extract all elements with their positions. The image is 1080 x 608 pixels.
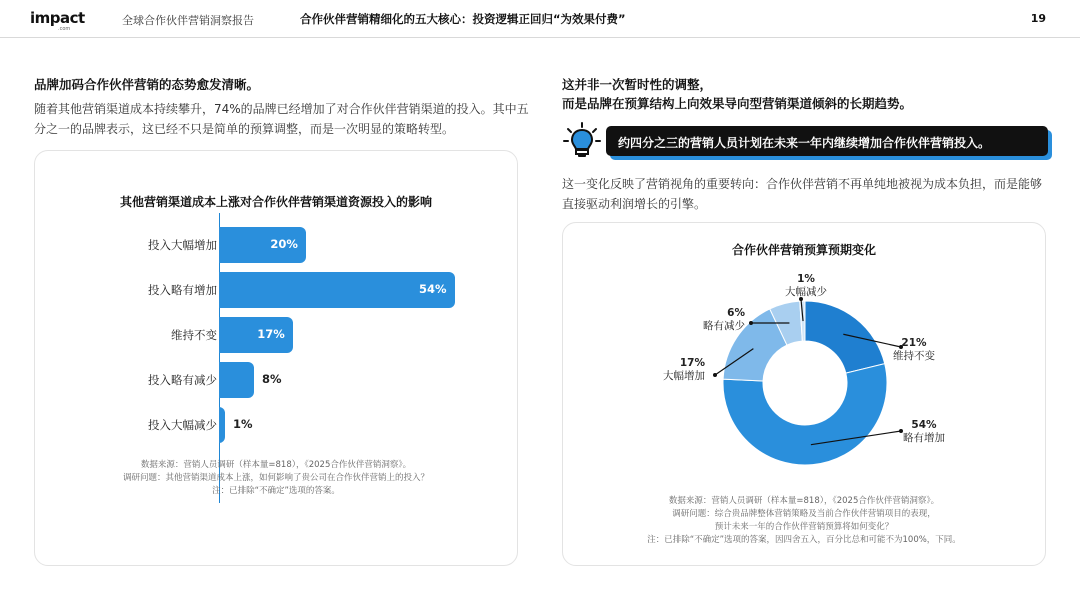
donut-chart-notes [563, 495, 1045, 547]
donut-slice-label [785, 273, 827, 299]
donut-slice-category: 维持不变 [893, 350, 935, 362]
donut-slice-label [663, 357, 705, 383]
donut-slice-category: 大幅减少 [785, 286, 827, 298]
donut-chart-note: 注：已排除“不确定”选项的答案，因四舍五入，百分比总和可能不为100%，下同。 [647, 535, 961, 545]
donut-chart-question: 调研问题：综合贵品牌整体营销策略及当前合作伙伴营销项目的表现， [672, 509, 936, 519]
section-title: 合作伙伴营销精细化的五大核心：投资逻辑正回归“为效果付费” [300, 12, 626, 26]
bar-category-label: 维持不变 [171, 328, 217, 342]
bar-chart-note: 注：已排除“不确定”选项的答案。 [212, 486, 340, 496]
donut-slice-label [703, 307, 745, 333]
bar-value-label: 1% [233, 417, 253, 431]
donut-slice-category: 略有增加 [903, 432, 945, 444]
bar-chart-title: 其他营销渠道成本上涨对合作伙伴营销渠道资源投入的影响 [119, 195, 432, 209]
right-heading-line1: 这并非一次暂时性的调整， [562, 77, 713, 92]
bar-row [35, 317, 517, 353]
right-body-text: 这一变化反映了营销视角的重要转向：合作伙伴营销不再单纯地被视为成本负担，而是能够直接驱动利润增长的引擎。 [562, 177, 1043, 211]
callout-text: 约四分之三的营销人员计划在未来一年内继续增加合作伙伴营销投入。 [618, 136, 991, 150]
donut-slice-label [903, 419, 945, 445]
donut-slice-value: 21% [901, 337, 927, 349]
bar-row [35, 362, 517, 398]
donut-slice-label [893, 337, 935, 363]
bar-category-label: 投入大幅减少 [148, 418, 217, 432]
bar-row [35, 272, 517, 308]
bar-value-label: 8% [261, 372, 282, 386]
donut-leader-dot [713, 373, 717, 377]
left-heading: 品牌加码合作伙伴营销的态势愈发清晰。 [34, 77, 260, 92]
donut-slice-value: 54% [911, 419, 937, 431]
bar-category-label: 投入略有减少 [148, 373, 217, 387]
bar-category-label: 投入大幅增加 [148, 238, 217, 252]
donut-slice-category: 略有减少 [703, 320, 745, 332]
logo-domain: .com [58, 26, 71, 32]
donut-chart-title: 合作伙伴营销预算预期变化 [731, 243, 876, 257]
bar [219, 362, 254, 398]
bar-chart-question: 调研问题：其他营销渠道成本上涨，如何影响了贵公司在合作伙伴营销上的投入？ [122, 473, 429, 483]
donut-chart-source: 数据来源：营销人员调研（样本量=818），《2025合作伙伴营销洞察》。 [668, 496, 940, 506]
bar [219, 407, 225, 443]
donut-slice-value: 1% [797, 273, 815, 285]
bar-category-label: 投入略有增加 [148, 283, 217, 297]
donut-slice [805, 301, 885, 373]
donut-slice-value: 6% [727, 307, 745, 319]
donut-slice-value: 17% [679, 357, 705, 369]
bar-value-label: 17% [257, 327, 285, 341]
bar-row [35, 227, 517, 263]
right-heading [562, 75, 912, 113]
lightbulb-icon [562, 121, 602, 161]
bar-chart-source: 数据来源：营销人员调研（样本量=818），《2025合作伙伴营销洞察》。 [140, 460, 412, 470]
impact-logo: impact [30, 9, 85, 27]
bar-value-label: 20% [270, 237, 298, 251]
donut-slice-category: 大幅增加 [663, 370, 705, 382]
bar-value-label: 54% [419, 282, 447, 296]
callout-banner [606, 126, 1048, 156]
right-heading-line2: 而是品牌在预算结构上向效果导向型营销渠道倾斜的长期趋势。 [562, 96, 913, 111]
report-name: 全球合作伙伴营销洞察报告 [122, 14, 254, 27]
page-number: 19 [1030, 12, 1046, 25]
page-header [0, 0, 1080, 38]
bar-row [35, 407, 517, 443]
bar-chart-notes [35, 459, 517, 498]
donut-chart-card [562, 222, 1046, 566]
bar-chart-card [34, 150, 518, 566]
donut-leader-dot [749, 321, 753, 325]
donut-chart-question-cont: 预计未来一年的合作伙伴营销预算将如何变化？ [714, 522, 894, 532]
left-body-text: 随着其他营销渠道成本持续攀升，74%的品牌已经增加了对合作伙伴营销渠道的投入。其中五分之一的品牌表示，这已经不只是简单的预算调整，而是一次明显的策略转型。 [34, 102, 529, 136]
